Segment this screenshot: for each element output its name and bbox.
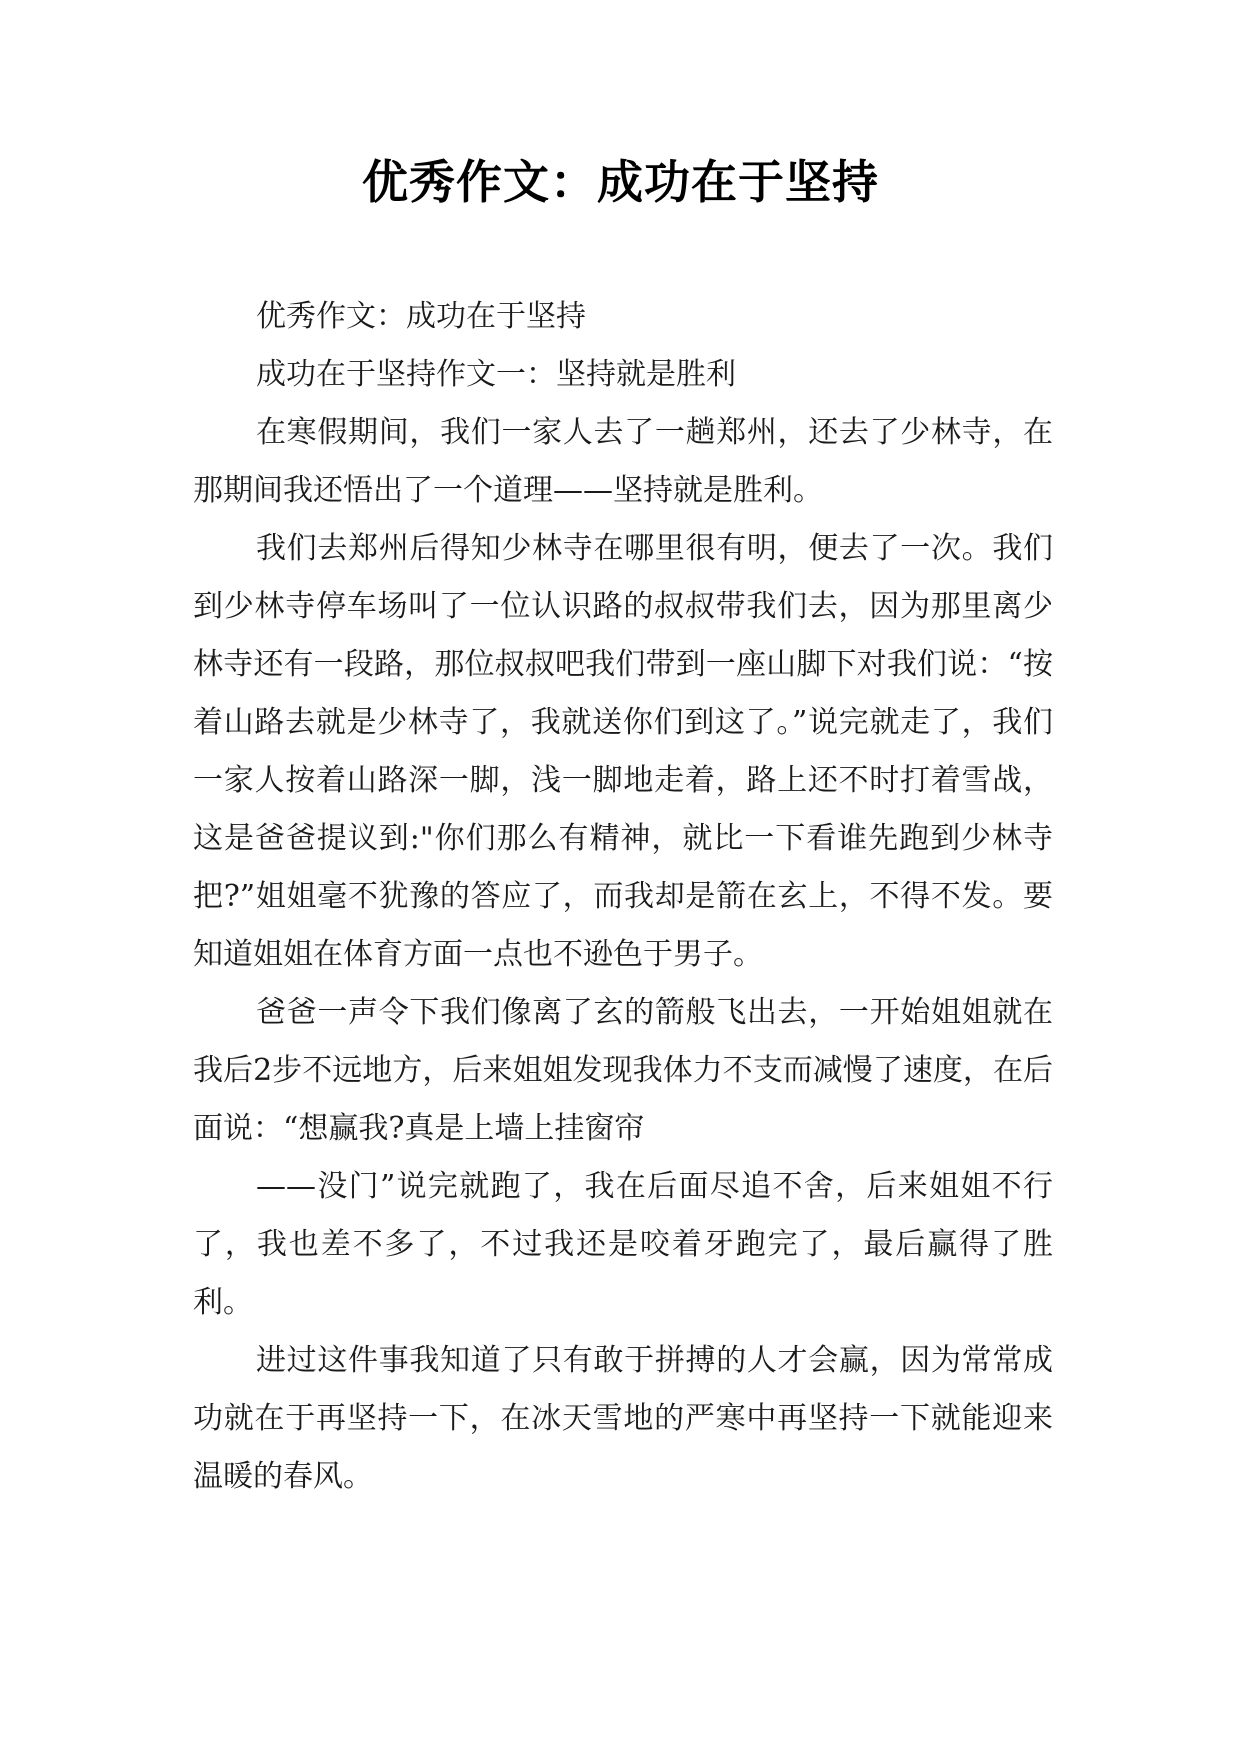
document-body [193,288,1053,1506]
paragraph-heading: 成功在于坚持作文一：坚持就是胜利 [256,357,736,392]
paragraph-subtitle: 优秀作文：成功在于坚持 [256,299,586,334]
paragraph: 在寒假期间，我们一家人去了一趟郑州，还去了少林寺，在那期间我还悟出了一个道理——坚持就是胜利。 [193,415,1053,508]
paragraph: 进过这件事我知道了只有敢于拼搏的人才会赢，因为常常成功就在于再坚持一下，在冰天雪地的严寒中再坚持一下就能迎来温暖的春风。 [193,1343,1053,1494]
document-title: 优秀作文：成功在于坚持 [362,155,879,209]
paragraph: 我们去郑州后得知少林寺在哪里很有明，便去了一次。我们到少林寺停车场叫了一位认识路的叔叔带我们去，因为那里离少林寺还有一段路，那位叔叔吧我们带到一座山脚下对我们说：“按着山路去就是少林寺了，我就送你们到这了。”说完就走了，我们一家人按着山路深一脚，浅一脚地走着，路上还不时打着雪战，这是爸爸提议到:"你们那么有精神，就比一下看谁先跑到少林寺把?”姐姐毫不犹豫的答应了，而我却是箭在玄上，不得不发。要知道姐姐在体育方面一点也不逊色于男子。 [193,531,1053,972]
paragraph: ——没门”说完就跑了，我在后面尽追不舍，后来姐姐不行了，我也差不多了，不过我还是咬着牙跑完了，最后赢得了胜利。 [193,1169,1053,1320]
paragraph: 爸爸一声令下我们像离了玄的箭般飞出去，一开始姐姐就在我后2步不远地方，后来姐姐发现我体力不支而减慢了速度，在后面说：“想赢我?真是上墙上挂窗帘 [193,995,1053,1146]
